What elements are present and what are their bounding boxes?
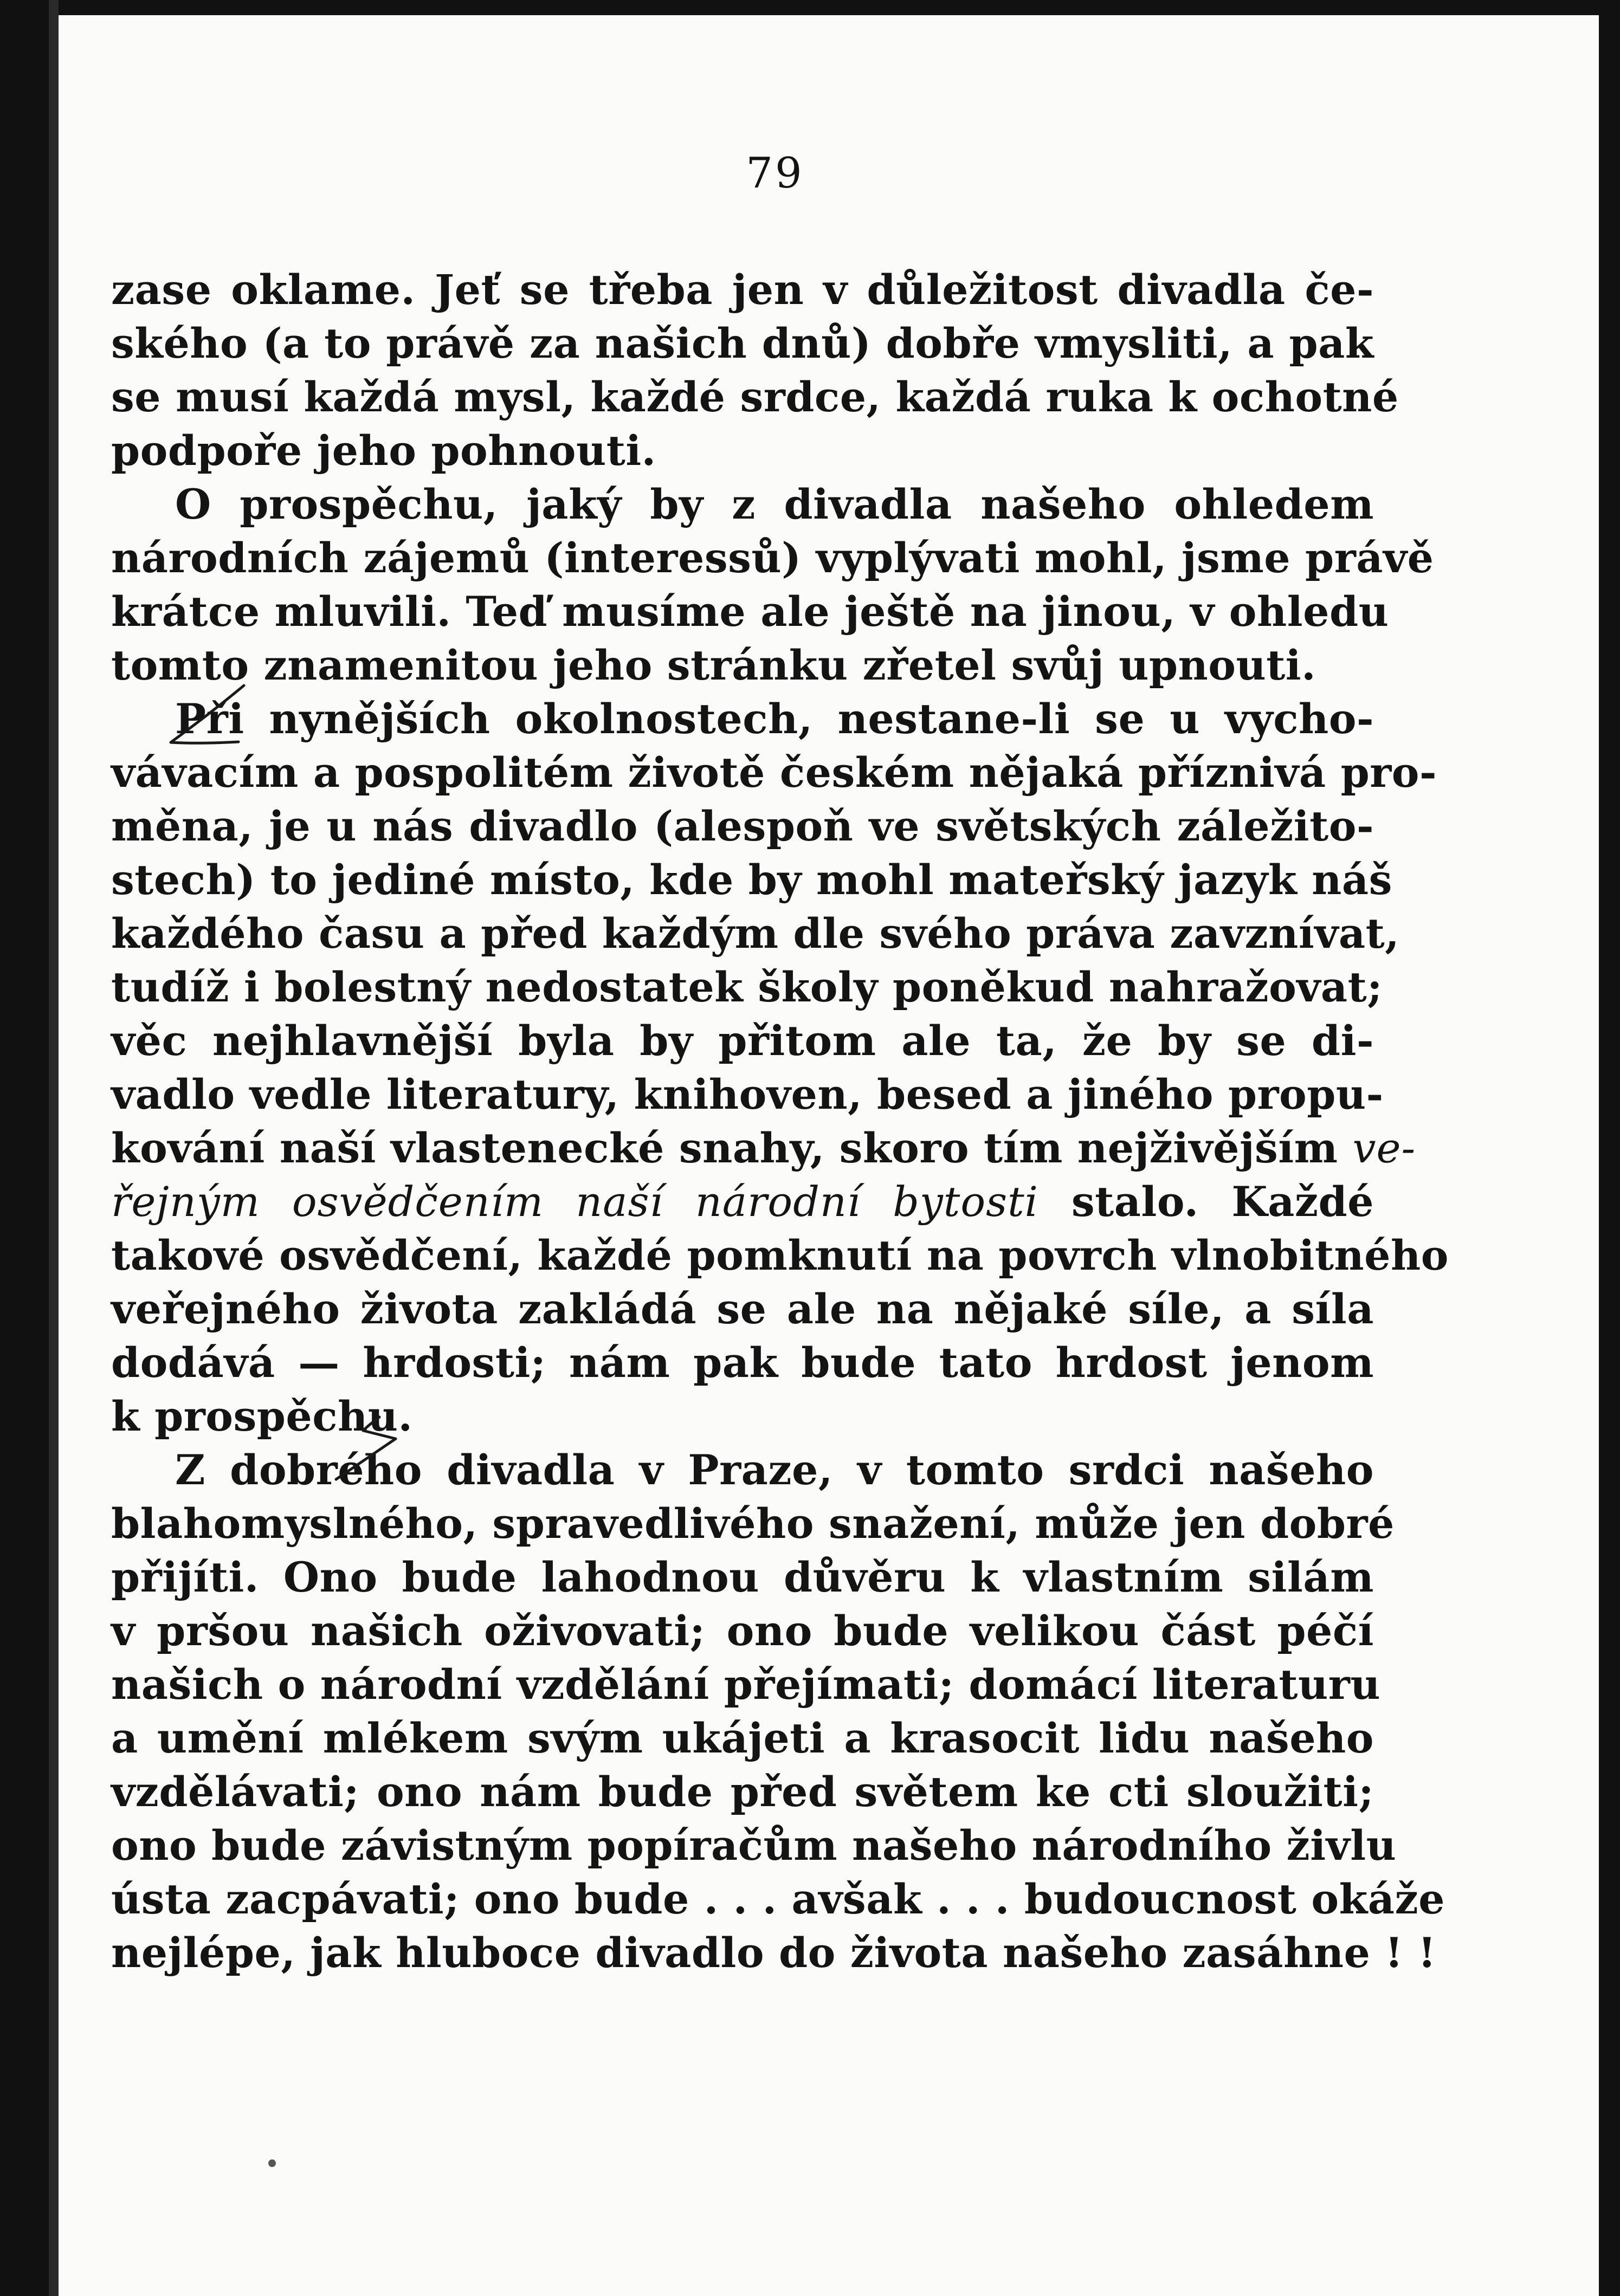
- text-line: ústa zacpávati; ono bude . . . avšak . . . budoucnost okáže: [111, 1875, 1445, 1923]
- text-line: našich o národní vzdělání přejímati; domácí literaturu: [111, 1660, 1381, 1709]
- paragraph-start-line: Při nynějších okolnostech, nestane-li se u vycho-: [175, 695, 1374, 743]
- ink-speck: [268, 2159, 276, 2167]
- text-line: [111, 1175, 1374, 1228]
- scan-border-left: [0, 0, 49, 2296]
- book-gutter-shadow: [49, 0, 59, 2296]
- page-number: 79: [746, 149, 804, 198]
- text-line: podpoře jeho pohnouti.: [111, 426, 656, 475]
- text-line: krátce mluvili. Teď musíme ale ještě na jinou, v ohledu: [111, 587, 1389, 636]
- text-line: blahomyslného, spravedlivého snažení, může jen dobré: [111, 1499, 1395, 1548]
- italic-text: řejným osvědčením naší národní bytosti: [111, 1178, 1038, 1226]
- text-line: přijíti. Ono bude lahodnou důvěru k vlastním silám: [111, 1553, 1374, 1601]
- text-line: k prospěchu.: [111, 1392, 413, 1440]
- text-line: tudíž i bolestný nedostatek školy poněkud nahražovat;: [111, 963, 1383, 1011]
- text-line: měna, je u nás divadlo (alespoň ve světských záležito-: [111, 802, 1374, 850]
- text-line: tomto znamenitou jeho stránku zřetel svůj upnouti.: [111, 641, 1316, 689]
- text-line: ského (a to právě za našich dnů) dobře vmysliti, a pak: [111, 319, 1374, 367]
- text-line: dodává — hrdosti; nám pak bude tato hrdost jenom: [111, 1338, 1374, 1387]
- text-segment: stalo. Každé: [1038, 1178, 1374, 1226]
- text-segment: kování naší vlastenecké snahy, skoro tím nejživějším: [111, 1124, 1338, 1172]
- text-line: se musí každá mysl, každé srdce, každá ruka k ochotné: [111, 373, 1399, 421]
- text-line: a umění mlékem svým ukájeti a krasocit lidu našeho: [111, 1714, 1374, 1762]
- text-line: veřejného života zakládá se ale na nějaké síle, a síla: [111, 1285, 1374, 1333]
- text-line: národních zájemů (interessů) vyplývati mohl, jsme právě: [111, 534, 1434, 582]
- text-line: v pršou našich oživovati; ono bude velikou část péčí: [111, 1607, 1374, 1655]
- body-text: [111, 263, 1449, 1980]
- italic-text: ve-: [1352, 1124, 1416, 1172]
- text-line: věc nejhlavnější byla by přitom ale ta, že by se di-: [111, 1017, 1374, 1065]
- text-line: vadlo vedle literatury, knihoven, besed a jiného propu-: [111, 1070, 1384, 1118]
- text-line: stech) to jediné místo, kde by mohl mateřský jazyk náš: [111, 856, 1392, 904]
- paragraph-start-line: Z dobrého divadla v Praze, v tomto srdci našeho: [175, 1446, 1374, 1494]
- scan-border-right: [1599, 0, 1620, 2296]
- text-line: nejlépe, jak hluboce divadlo do života našeho zasáhne ! !: [111, 1929, 1436, 1977]
- text-line: zase oklame. Jeť se třeba jen v důležitost divadla če-: [111, 266, 1374, 314]
- text-line: každého času a před každým dle svého práva zavznívat,: [111, 909, 1400, 958]
- text-line: ono bude závistným popíračům našeho národního živlu: [111, 1821, 1397, 1870]
- text-line: takové osvědčení, každé pomknutí na povrch vlnobitného: [111, 1231, 1449, 1279]
- text-line: [111, 1121, 1416, 1175]
- scan-border-top: [0, 0, 1620, 15]
- text-line: vávacím a pospolitém životě českém nějaká příznivá pro-: [111, 748, 1437, 797]
- paragraph-start-line: O prospěchu, jaký by z divadla našeho ohledem: [175, 480, 1374, 528]
- text-line: vzdělávati; ono nám bude před světem ke cti sloužiti;: [111, 1768, 1374, 1816]
